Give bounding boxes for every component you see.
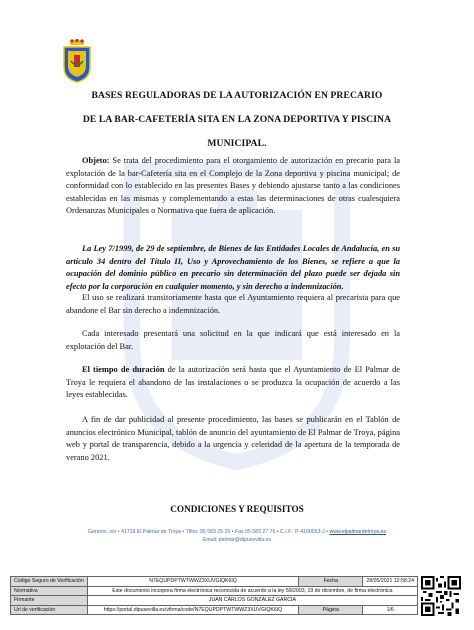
date-value: 28/05/2021 12:58:24 xyxy=(363,577,418,587)
document-title-line-1: BASES REGULADORAS DE LA AUTORIZACIÓN EN PRECARIO xyxy=(91,90,383,101)
paragraph-ley-text: La Ley 7/1999, de 29 de septiembre, de Bienes de las Entidades Locales de Andalucía, en su artículo 34 dentro del Título II, Uso y Aprovechamiento de los Bienes, se refiere a que la ocupación del dominio público en precario sin determinación del plazo puede ser dejada sin efecto por la corporación en cualquier momento, y sin derecho a indemnización. xyxy=(66,244,400,291)
normativa-label: Normativa xyxy=(11,586,88,596)
paragraph-objeto-text: Se trata del procedimiento para el otorgamiento de autorización en precario para la explotación de la bar-Cafetería sita en el Complejo de la Zona deportiva y piscina municipal; de conformidad con lo establecido en las presentes Bases y debiendo ajustarse tanto a las condiciones establecidas en las mismas y complementando a estas las determinaciones de otras cualesquiera Ordenanzas Municipales o Normativa que fuera de aplicación. xyxy=(66,156,400,216)
paragraph-uso xyxy=(66,292,400,317)
signer-label: Firmante xyxy=(11,596,88,606)
verification-url-value[interactable]: https://portal.dipusevilla.es/vfirma/code/N7EQUPDPTWTWWZ3XUVGIQK6IQ xyxy=(87,605,298,615)
paragraph-objeto-lead: Objeto: xyxy=(82,156,110,165)
normativa-value: Este documento incorpora firma electrónica reconocida de acuerdo a la ley 59/2003, 19 de diciembre, de firma electrónica xyxy=(87,586,417,596)
paragraph-publicidad-text: A fin de dar publicidad al presente procedimiento, las bases se publicarán en el Tablón de anuncios electrónico Municipal, tablón de anuncio del ayuntamiento de El Palmar de Troya, página web y portal de transparencia, debido a la urgencia y celeridad de la apertura de la temporada de verano 2021. xyxy=(66,415,400,462)
table-row xyxy=(11,577,418,587)
page-label: Página xyxy=(299,605,363,615)
verification-table xyxy=(10,576,418,615)
municipal-crest-icon xyxy=(60,39,94,83)
paragraph-duracion-text: de la autorización será hasta que el Ayuntamiento de El Palmar de Troya le requiera el abandono de las instalaciones o se produzca la ocupación de acuerdo a las leyes establecidas. xyxy=(66,365,400,400)
table-row xyxy=(11,605,418,615)
qr-code-icon xyxy=(421,576,461,616)
paragraph-objeto xyxy=(66,155,400,218)
verification-url-label: Url de verificación xyxy=(11,605,88,615)
document-title-line-3: MUNICIPAL. xyxy=(207,138,267,149)
paragraph-ley xyxy=(66,243,400,293)
paragraph-publicidad xyxy=(66,414,400,464)
paragraph-uso-text: El uso se realizará transitoriamente hasta que el Ayuntamiento requiera al precarista para que abandone el Bar sin derecho a indemnización. xyxy=(66,293,400,315)
signer-value: JUAN CARLOS GONZALEZ GARCIA xyxy=(87,596,417,606)
paragraph-solicitud xyxy=(66,328,400,353)
paragraph-duracion-lead: El tiempo de duración xyxy=(82,365,165,374)
verification-code-value: N7EQUPDPTWTWWZ3XUVGIQK6IQ xyxy=(87,577,298,587)
table-row xyxy=(11,586,418,596)
footer-email[interactable]: Email: palmar@dipusevilla.es xyxy=(202,537,272,543)
footer-address: Geranio, s/n • 41719 El Palmar de Troya • Tlfno: 95 583 25 25 • Fax 95 583 27 75 • C.I.F.: P-4100053-J • xyxy=(88,529,328,535)
document-title-line-2: DE LA BAR-CAFETERÍA SITA EN LA ZONA DEPORTIVA Y PISCINA xyxy=(82,114,392,125)
section-title-condiciones: CONDICIONES Y REQUISITOS xyxy=(170,504,304,514)
table-row xyxy=(11,596,418,606)
footer-website-link[interactable]: www.elpalmardetroya.es xyxy=(329,529,386,535)
footer-address-block xyxy=(40,528,434,544)
paragraph-solicitud-text: Cada interesado presentará una solicitud en la que indicará que está interesado en la explotación del Bar. xyxy=(66,329,400,351)
verification-code-label: Código Seguro de Verificación xyxy=(11,577,88,587)
date-label: Fecha xyxy=(299,577,363,587)
paragraph-duracion xyxy=(66,364,400,402)
page-value: 1/6 xyxy=(363,605,418,615)
